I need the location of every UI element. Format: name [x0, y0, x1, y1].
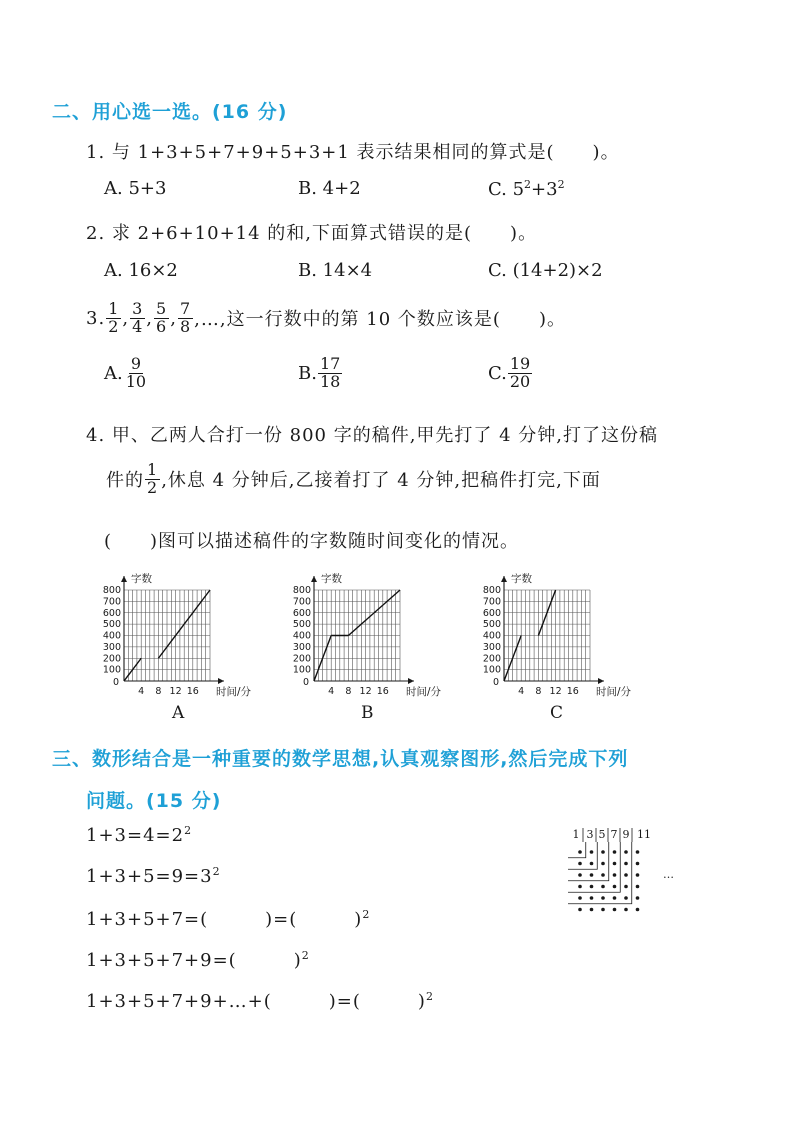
x-tick-label: 12: [549, 686, 562, 697]
x-tick-label: 8: [535, 686, 542, 697]
dot: [578, 862, 582, 866]
y-tick-label: 500: [102, 619, 121, 631]
q1-option-a[interactable]: A. 5+3: [104, 178, 167, 199]
x-tick-label: 12: [169, 686, 182, 697]
dot: [613, 908, 617, 912]
dot: [590, 862, 594, 866]
dot: [636, 885, 640, 889]
q3-option-a[interactable]: A. $\frac{9}{10}$: [104, 354, 147, 391]
dot: [578, 850, 582, 854]
q2-option-b[interactable]: B. 14×4: [298, 260, 373, 281]
x-tick-label: 12: [359, 686, 372, 697]
dot: [636, 908, 640, 912]
dot: [578, 896, 582, 900]
q3-fraction-1: $\frac{1}{2}$: [108, 299, 120, 336]
y-tick-label: 400: [482, 630, 501, 642]
dot: [636, 896, 640, 900]
dot: [578, 908, 582, 912]
dot: [590, 896, 594, 900]
y-tick-label: 600: [292, 607, 311, 619]
q3-stem: 3. $\frac{1}{2}$ , $\frac{3}{4}$ , $\frac{5}{6}$ , $\frac{7}{8}$ ,…,这一行数中的第 10 个数应该是( )。: [86, 299, 566, 336]
dot: [590, 873, 594, 877]
chart-b-label[interactable]: B: [361, 703, 374, 723]
dot: [613, 885, 617, 889]
equation-5[interactable]: 1+3+5+7+9+…+( )=( )$^2$: [86, 990, 434, 1012]
origin-label: 0: [302, 677, 310, 688]
dot: [636, 873, 640, 877]
dot: [601, 850, 605, 854]
y-tick-label: 500: [292, 619, 311, 631]
x-axis-arrow: [598, 678, 604, 684]
y-tick-label: 700: [482, 596, 501, 608]
x-axis-title: 时间/分: [596, 686, 632, 698]
chart-c-label[interactable]: C: [550, 703, 564, 723]
y-tick-label: 200: [482, 653, 501, 665]
y-tick-label: 200: [102, 653, 121, 665]
chart-a-label[interactable]: A: [172, 703, 185, 723]
section3-title-line2: 问题。(15 分): [86, 790, 222, 812]
y-tick-label: 300: [482, 641, 501, 653]
l-shape-divider: [568, 842, 597, 869]
dot: [601, 873, 605, 877]
dot: [590, 908, 594, 912]
dot: [624, 873, 628, 877]
x-axis-arrow: [408, 678, 414, 684]
x-tick-label: 4: [138, 686, 145, 697]
x-tick-label: 4: [518, 686, 525, 697]
x-tick-label: 4: [328, 686, 335, 697]
chart-a: [94, 560, 252, 700]
x-axis-title: 时间/分: [406, 686, 442, 698]
dot: [624, 908, 628, 912]
q1-option-c[interactable]: C. $5^2+3^2$: [488, 178, 565, 200]
equation-1: $1+3=4=2^2$: [86, 824, 193, 846]
section3-title-line1: 三、数形结合是一种重要的数学思想,认真观察图形,然后完成下列: [52, 748, 629, 770]
y-axis-arrow: [501, 576, 507, 582]
equation-4[interactable]: 1+3+5+7+9=( )$^2$: [86, 949, 310, 971]
q4-line1: 4. 甲、乙两人合打一份 800 字的稿件,甲先打了 4 分钟,打了这份稿: [86, 425, 659, 446]
y-axis-title: 字数: [131, 573, 152, 585]
y-axis-arrow: [311, 576, 317, 582]
dot-pattern-figure: [560, 824, 690, 920]
q2-option-a[interactable]: A. 16×2: [104, 260, 178, 281]
origin-label: 0: [492, 677, 500, 688]
y-tick-label: 800: [292, 585, 311, 596]
y-tick-label: 800: [102, 585, 121, 596]
dot-column-number: 9: [622, 828, 630, 841]
x-tick-label: 8: [345, 686, 352, 697]
y-tick-label: 100: [292, 664, 311, 676]
x-axis-arrow: [218, 678, 224, 684]
origin-label: 0: [112, 677, 120, 688]
dot-column-number: 1: [572, 828, 580, 841]
q2-stem: 2. 求 2+6+10+14 的和,下面算式错误的是( )。: [86, 223, 538, 244]
dot: [601, 908, 605, 912]
q4-line2: 件的 $\frac{1}{2}$ ,休息 4 分钟后,乙接着打了 4 分钟,把稿件打完,下面: [106, 460, 601, 497]
q3-fraction-3: $\frac{5}{6}$: [156, 299, 168, 336]
q3-fraction-4: $\frac{7}{8}$: [179, 299, 192, 336]
dot: [624, 862, 628, 866]
dot-column-number: 11: [637, 828, 651, 841]
dot-column-number: 7: [610, 828, 618, 841]
q1-option-b[interactable]: B. 4+2: [298, 178, 361, 199]
y-axis-title: 字数: [511, 573, 532, 585]
dot: [624, 896, 628, 900]
x-tick-label: 16: [566, 686, 579, 697]
q3-option-b[interactable]: B. $\frac{17}{18}$: [298, 354, 341, 391]
l-shape-divider: [568, 842, 620, 892]
y-tick-label: 300: [292, 641, 311, 653]
dot: [624, 885, 628, 889]
y-tick-label: 200: [292, 653, 311, 665]
x-tick-label: 16: [186, 686, 199, 697]
dot: [578, 885, 582, 889]
x-tick-label: 8: [155, 686, 162, 697]
dot: [636, 862, 640, 866]
dot: [590, 885, 594, 889]
x-tick-label: 16: [376, 686, 389, 697]
y-tick-label: 800: [482, 585, 501, 596]
dot: [613, 862, 617, 866]
y-tick-label: 100: [482, 664, 501, 676]
q3-fraction-2: $\frac{3}{4}$: [132, 299, 144, 336]
dot-column-number: 5: [598, 828, 606, 841]
equation-2: $1+3+5=9=3^2$: [86, 865, 221, 887]
y-tick-label: 400: [102, 630, 121, 642]
q3-option-c[interactable]: C. $\frac{19}{20}$: [488, 354, 531, 391]
q4-line3: ( )图可以描述稿件的字数随时间变化的情况。: [104, 531, 520, 552]
y-tick-label: 500: [482, 619, 501, 631]
l-shape-divider: [568, 842, 632, 904]
dot: [613, 896, 617, 900]
q1-stem: 1. 与 1+3+5+7+9+5+3+1 表示结果相同的算式是( )。: [86, 142, 620, 163]
y-tick-label: 700: [102, 596, 121, 608]
dot: [578, 873, 582, 877]
y-tick-label: 600: [102, 607, 121, 619]
continuation-ellipsis: …: [663, 868, 674, 881]
chart-c: [474, 560, 634, 700]
dot: [601, 885, 605, 889]
y-axis-title: 字数: [321, 573, 342, 585]
q4-fraction: $\frac{1}{2}$: [147, 460, 159, 497]
y-tick-label: 400: [292, 630, 311, 642]
y-tick-label: 600: [482, 607, 501, 619]
l-shape-divider: [568, 842, 586, 858]
dot: [601, 862, 605, 866]
y-tick-label: 100: [102, 664, 121, 676]
dot: [636, 850, 640, 854]
dot-column-number: 3: [586, 828, 594, 841]
dot: [624, 850, 628, 854]
section2-title: 二、用心选一选。(16 分): [52, 101, 288, 123]
q2-option-c[interactable]: C. (14+2)×2: [488, 260, 603, 281]
dot: [601, 896, 605, 900]
y-tick-label: 300: [102, 641, 121, 653]
equation-3[interactable]: 1+3+5+7=( )=( )$^2$: [86, 908, 371, 930]
x-axis-title: 时间/分: [216, 686, 252, 698]
y-tick-label: 700: [292, 596, 311, 608]
dot: [613, 873, 617, 877]
dot: [613, 850, 617, 854]
dot: [590, 850, 594, 854]
chart-b: [284, 560, 444, 700]
y-axis-arrow: [121, 576, 127, 582]
